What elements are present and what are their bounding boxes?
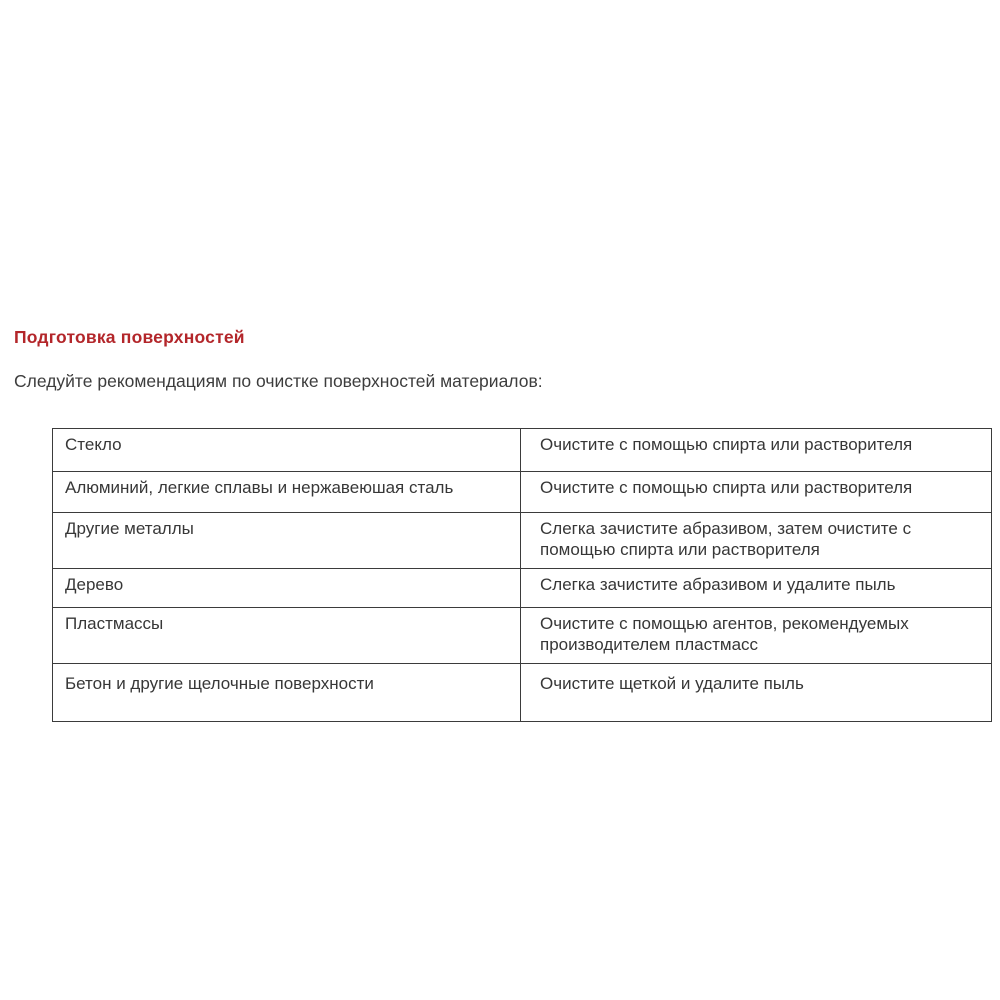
instruction-cell: Очистите с помощью спирта или растворителя (521, 429, 992, 472)
material-cell: Стекло (53, 429, 521, 472)
instruction-cell: Очистите с помощью агентов, рекомендуемых производителем пластмасс (521, 608, 992, 664)
table-row (53, 569, 992, 608)
table-row (53, 513, 992, 569)
instruction-cell: Слегка зачистите абразивом, затем очистите с помощью спирта или растворителя (521, 513, 992, 569)
instruction-cell: Очистите щеткой и удалите пыль (521, 664, 992, 722)
table-row (53, 472, 992, 513)
section-heading: Подготовка поверхностей (14, 327, 245, 347)
table-row (53, 664, 992, 722)
material-cell: Другие металлы (53, 513, 521, 569)
instruction-cell: Очистите с помощью спирта или растворителя (521, 472, 992, 513)
material-cell: Пластмассы (53, 608, 521, 664)
table-row (53, 429, 992, 472)
instruction-cell: Слегка зачистите абразивом и удалите пыль (521, 569, 992, 608)
material-cell: Алюминий, легкие сплавы и нержавеюшая сталь (53, 472, 521, 513)
intro-text: Следуйте рекомендациям по очистке поверхностей материалов: (14, 371, 543, 391)
material-cell: Бетон и другие щелочные поверхности (53, 664, 521, 722)
surface-prep-table (52, 428, 992, 722)
table-row (53, 608, 992, 664)
material-cell: Дерево (53, 569, 521, 608)
